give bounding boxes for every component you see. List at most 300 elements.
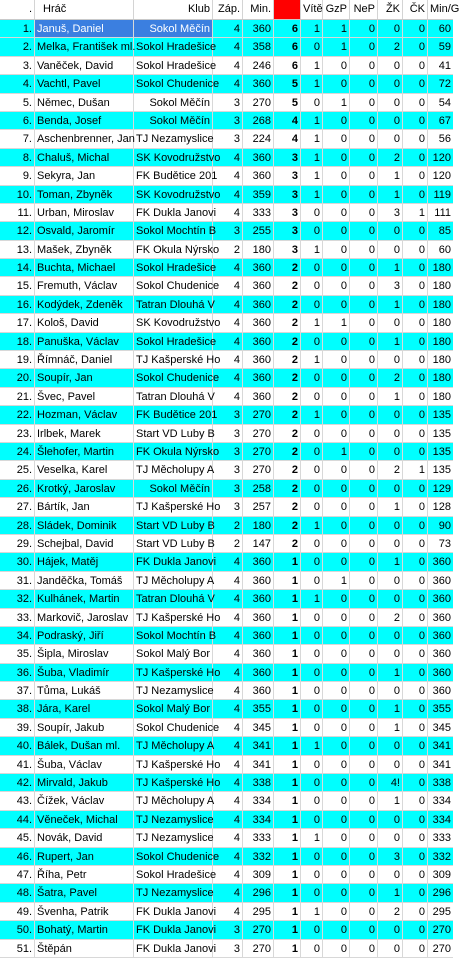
- cell-number: 12.: [0, 222, 35, 240]
- cell-club: Sokol Mochtín B: [134, 627, 213, 645]
- cell-red-cards: 0: [403, 590, 428, 608]
- cell-red-cards: 0: [403, 609, 428, 627]
- table-row[interactable]: [0, 369, 453, 387]
- cell-nep: 0: [350, 333, 378, 351]
- cell-goals: 1: [274, 829, 301, 847]
- cell-player: Římnáč, Daniel: [35, 351, 134, 369]
- table-row[interactable]: [0, 774, 453, 792]
- cell-matches: 4: [213, 167, 243, 185]
- cell-matches: 3: [213, 921, 243, 939]
- table-row[interactable]: [0, 903, 453, 921]
- table-row[interactable]: [0, 829, 453, 847]
- table-row[interactable]: [0, 535, 453, 553]
- cell-matches: 4: [213, 756, 243, 774]
- table-row[interactable]: [0, 480, 453, 498]
- cell-yellow-cards: 2: [378, 38, 403, 56]
- cell-min-per-goal: 355: [428, 700, 453, 718]
- cell-matches: 4: [213, 314, 243, 332]
- cell-red-cards: 0: [403, 517, 428, 535]
- table-row[interactable]: [0, 461, 453, 479]
- cell-club: FK Budětice 201: [134, 406, 213, 424]
- cell-number: 15.: [0, 277, 35, 295]
- cell-minutes: 270: [243, 94, 274, 112]
- cell-number: 38.: [0, 700, 35, 718]
- table-row[interactable]: [0, 75, 453, 93]
- cell-number: 48.: [0, 884, 35, 902]
- cell-goals: 1: [274, 572, 301, 590]
- cell-goals: 2: [274, 406, 301, 424]
- cell-minutes: 270: [243, 921, 274, 939]
- cell-minutes: 255: [243, 222, 274, 240]
- table-row[interactable]: [0, 682, 453, 700]
- table-row[interactable]: [0, 609, 453, 627]
- col-header-nep[interactable]: NeP: [350, 0, 378, 19]
- cell-player: Janděčka, Tomáš: [35, 572, 134, 590]
- cell-minutes: 257: [243, 498, 274, 516]
- cell-player: Soupír, Jan: [35, 369, 134, 387]
- cell-nep: 0: [350, 388, 378, 406]
- cell-winning-goals: 0: [301, 204, 323, 222]
- cell-red-cards: 0: [403, 498, 428, 516]
- cell-min-per-goal: 135: [428, 443, 453, 461]
- cell-nep: 0: [350, 94, 378, 112]
- cell-gzp: 0: [323, 259, 350, 277]
- cell-club: Start VD Luby B: [134, 535, 213, 553]
- cell-club: Sokol Měčín: [134, 20, 213, 38]
- cell-winning-goals: 1: [301, 149, 323, 167]
- table-row[interactable]: [0, 921, 453, 939]
- cell-winning-goals: 0: [301, 369, 323, 387]
- cell-minutes: 180: [243, 241, 274, 259]
- table-row[interactable]: [0, 443, 453, 461]
- cell-club: TJ Nezamyslice: [134, 130, 213, 148]
- cell-minutes: 360: [243, 277, 274, 295]
- cell-winning-goals: 0: [301, 719, 323, 737]
- table-row[interactable]: [0, 388, 453, 406]
- cell-gzp: 0: [323, 241, 350, 259]
- cell-red-cards: 0: [403, 829, 428, 847]
- cell-number: 24.: [0, 443, 35, 461]
- cell-club: TJ Měcholupy A: [134, 737, 213, 755]
- cell-club: Sokol Chudenice: [134, 277, 213, 295]
- cell-player: Bálek, Dušan ml.: [35, 737, 134, 755]
- table-row[interactable]: [0, 259, 453, 277]
- cell-red-cards: 1: [403, 461, 428, 479]
- cell-matches: 3: [213, 406, 243, 424]
- cell-player: Švec, Pavel: [35, 388, 134, 406]
- cell-min-per-goal: 180: [428, 369, 453, 387]
- cell-matches: 4: [213, 792, 243, 810]
- cell-minutes: 360: [243, 20, 274, 38]
- cell-yellow-cards: 2: [378, 149, 403, 167]
- cell-winning-goals: 0: [301, 443, 323, 461]
- cell-gzp: 0: [323, 829, 350, 847]
- cell-min-per-goal: 73: [428, 535, 453, 553]
- table-row[interactable]: [0, 866, 453, 884]
- cell-winning-goals: 0: [301, 664, 323, 682]
- cell-club: TJ Měcholupy A: [134, 572, 213, 590]
- cell-player: Urban, Miroslav: [35, 204, 134, 222]
- cell-gzp: 0: [323, 664, 350, 682]
- cell-red-cards: 0: [403, 388, 428, 406]
- cell-matches: 4: [213, 590, 243, 608]
- cell-goals: 2: [274, 480, 301, 498]
- table-row[interactable]: [0, 406, 453, 424]
- cell-nep: 0: [350, 517, 378, 535]
- cell-number: 30.: [0, 553, 35, 571]
- cell-goals: 1: [274, 664, 301, 682]
- cell-club: TJ Kašperské Ho: [134, 351, 213, 369]
- cell-number: 14.: [0, 259, 35, 277]
- cell-player: Kodýdek, Zdeněk: [35, 296, 134, 314]
- cell-goals: 2: [274, 388, 301, 406]
- cell-gzp: 0: [323, 609, 350, 627]
- cell-gzp: 0: [323, 498, 350, 516]
- cell-club: Sokol Hradešice: [134, 38, 213, 56]
- cell-minutes: 360: [243, 664, 274, 682]
- cell-minutes: 296: [243, 884, 274, 902]
- cell-player: Bártík, Jan: [35, 498, 134, 516]
- table-row[interactable]: [0, 94, 453, 112]
- cell-winning-goals: 1: [301, 241, 323, 259]
- cell-winning-goals: 0: [301, 94, 323, 112]
- cell-matches: 4: [213, 848, 243, 866]
- cell-gzp: 1: [323, 314, 350, 332]
- table-row[interactable]: [0, 627, 453, 645]
- cell-min-per-goal: 270: [428, 940, 453, 958]
- cell-red-cards: 0: [403, 222, 428, 240]
- col-header-player[interactable]: Hráč: [35, 0, 134, 19]
- cell-red-cards: 0: [403, 866, 428, 884]
- cell-number: 22.: [0, 406, 35, 424]
- table-row[interactable]: [0, 333, 453, 351]
- cell-min-per-goal: 341: [428, 756, 453, 774]
- cell-club: TJ Kašperské Ho: [134, 498, 213, 516]
- cell-nep: 0: [350, 314, 378, 332]
- cell-winning-goals: 0: [301, 940, 323, 958]
- cell-player: Věneček, Michal: [35, 811, 134, 829]
- cell-player: Veselka, Karel: [35, 461, 134, 479]
- cell-matches: 2: [213, 241, 243, 259]
- cell-nep: 0: [350, 940, 378, 958]
- cell-minutes: 268: [243, 112, 274, 130]
- cell-yellow-cards: 0: [378, 737, 403, 755]
- cell-min-per-goal: 120: [428, 167, 453, 185]
- cell-gzp: 0: [323, 700, 350, 718]
- table-row[interactable]: [0, 296, 453, 314]
- cell-nep: 0: [350, 149, 378, 167]
- cell-yellow-cards: 3: [378, 848, 403, 866]
- cell-goals: 1: [274, 553, 301, 571]
- cell-nep: 0: [350, 590, 378, 608]
- cell-matches: 4: [213, 38, 243, 56]
- cell-club: Tatran Dlouhá V: [134, 388, 213, 406]
- cell-matches: 4: [213, 259, 243, 277]
- cell-club: Sokol Malý Bor: [134, 700, 213, 718]
- cell-number: 50.: [0, 921, 35, 939]
- cell-nep: 0: [350, 498, 378, 516]
- cell-winning-goals: 1: [301, 406, 323, 424]
- cell-min-per-goal: 180: [428, 259, 453, 277]
- table-row[interactable]: [0, 553, 453, 571]
- col-header-matches[interactable]: Záp.: [213, 0, 243, 19]
- table-row[interactable]: [0, 590, 453, 608]
- table-row[interactable]: [0, 149, 453, 167]
- cell-matches: 4: [213, 609, 243, 627]
- cell-nep: 0: [350, 756, 378, 774]
- cell-yellow-cards: 0: [378, 811, 403, 829]
- cell-red-cards: 0: [403, 719, 428, 737]
- cell-yellow-cards: 0: [378, 480, 403, 498]
- cell-winning-goals: 0: [301, 792, 323, 810]
- cell-min-per-goal: 120: [428, 149, 453, 167]
- cell-player: Schejbal, David: [35, 535, 134, 553]
- col-header-minutes[interactable]: Min.: [243, 0, 274, 19]
- cell-matches: 3: [213, 112, 243, 130]
- table-row[interactable]: [0, 38, 453, 56]
- cell-min-per-goal: 360: [428, 609, 453, 627]
- cell-number: 7.: [0, 130, 35, 148]
- cell-club: FK Okula Nýrsko: [134, 443, 213, 461]
- cell-winning-goals: 0: [301, 811, 323, 829]
- cell-red-cards: 0: [403, 921, 428, 939]
- cell-winning-goals: 1: [301, 20, 323, 38]
- cell-number: 42.: [0, 774, 35, 792]
- cell-red-cards: 0: [403, 112, 428, 130]
- cell-club: TJ Kašperské Ho: [134, 774, 213, 792]
- table-row[interactable]: [0, 241, 453, 259]
- cell-player: Vaněček, David: [35, 57, 134, 75]
- cell-matches: 4: [213, 186, 243, 204]
- cell-gzp: 0: [323, 149, 350, 167]
- cell-nep: 0: [350, 241, 378, 259]
- table-row[interactable]: [0, 130, 453, 148]
- cell-minutes: 332: [243, 848, 274, 866]
- col-header-gzp[interactable]: GzP: [323, 0, 350, 19]
- cell-winning-goals: 0: [301, 38, 323, 56]
- cell-red-cards: 0: [403, 351, 428, 369]
- cell-yellow-cards: 1: [378, 186, 403, 204]
- cell-yellow-cards: 2: [378, 369, 403, 387]
- cell-min-per-goal: 309: [428, 866, 453, 884]
- cell-yellow-cards: 0: [378, 921, 403, 939]
- table-row[interactable]: [0, 204, 453, 222]
- table-row[interactable]: [0, 811, 453, 829]
- table-row[interactable]: [0, 884, 453, 902]
- cell-yellow-cards: 1: [378, 884, 403, 902]
- cell-yellow-cards: 2: [378, 903, 403, 921]
- cell-player: Švenha, Patrik: [35, 903, 134, 921]
- cell-club: Sokol Měčín: [134, 480, 213, 498]
- cell-minutes: 341: [243, 737, 274, 755]
- cell-matches: 4: [213, 811, 243, 829]
- col-header-number[interactable]: .: [0, 0, 35, 19]
- cell-player: Tůma, Lukáš: [35, 682, 134, 700]
- table-row[interactable]: [0, 792, 453, 810]
- cell-winning-goals: 0: [301, 848, 323, 866]
- cell-gzp: 0: [323, 737, 350, 755]
- cell-player: Říha, Petr: [35, 866, 134, 884]
- table-row[interactable]: [0, 277, 453, 295]
- cell-number: 40.: [0, 737, 35, 755]
- cell-minutes: 270: [243, 425, 274, 443]
- table-row[interactable]: [0, 112, 453, 130]
- col-header-club[interactable]: Klub: [134, 0, 213, 19]
- cell-red-cards: 0: [403, 774, 428, 792]
- cell-goals: 1: [274, 590, 301, 608]
- cell-club: Tatran Dlouhá V: [134, 296, 213, 314]
- cell-number: 3.: [0, 57, 35, 75]
- cell-red-cards: 0: [403, 664, 428, 682]
- cell-winning-goals: 1: [301, 186, 323, 204]
- cell-matches: 4: [213, 700, 243, 718]
- cell-min-per-goal: 332: [428, 848, 453, 866]
- table-row[interactable]: [0, 572, 453, 590]
- cell-number: 26.: [0, 480, 35, 498]
- cell-gzp: 0: [323, 480, 350, 498]
- cell-gzp: 0: [323, 682, 350, 700]
- cell-club: TJ Měcholupy A: [134, 461, 213, 479]
- col-header-red-cards[interactable]: ČK: [403, 0, 428, 19]
- cell-minutes: 360: [243, 149, 274, 167]
- cell-min-per-goal: 360: [428, 664, 453, 682]
- cell-red-cards: 0: [403, 792, 428, 810]
- cell-number: 23.: [0, 425, 35, 443]
- cell-goals: 2: [274, 461, 301, 479]
- table-row[interactable]: [0, 940, 453, 958]
- cell-minutes: 360: [243, 167, 274, 185]
- cell-club: FK Dukla Janovi: [134, 553, 213, 571]
- cell-number: 51.: [0, 940, 35, 958]
- cell-winning-goals: 0: [301, 535, 323, 553]
- cell-goals: 4: [274, 130, 301, 148]
- cell-yellow-cards: 0: [378, 517, 403, 535]
- cell-winning-goals: 0: [301, 461, 323, 479]
- cell-nep: 0: [350, 75, 378, 93]
- table-row[interactable]: [0, 222, 453, 240]
- table-row[interactable]: [0, 425, 453, 443]
- table-row[interactable]: [0, 186, 453, 204]
- col-header-min-per-goal[interactable]: Min/G: [430, 3, 459, 15]
- cell-min-per-goal: 360: [428, 590, 453, 608]
- cell-number: 45.: [0, 829, 35, 847]
- cell-min-per-goal: 129: [428, 480, 453, 498]
- cell-gzp: 1: [323, 443, 350, 461]
- table-row[interactable]: [0, 57, 453, 75]
- cell-minutes: 180: [243, 517, 274, 535]
- cell-goals: 2: [274, 259, 301, 277]
- cell-minutes: 360: [243, 609, 274, 627]
- table-row[interactable]: [0, 848, 453, 866]
- cell-nep: 0: [350, 572, 378, 590]
- cell-club: Sokol Měčín: [134, 94, 213, 112]
- cell-number: 34.: [0, 627, 35, 645]
- table-row[interactable]: [0, 664, 453, 682]
- cell-club: TJ Měcholupy A: [134, 792, 213, 810]
- cell-minutes: 360: [243, 388, 274, 406]
- cell-goals: 4: [274, 112, 301, 130]
- cell-player: Novák, David: [35, 829, 134, 847]
- cell-yellow-cards: 0: [378, 645, 403, 663]
- cell-min-per-goal: 59: [428, 38, 453, 56]
- table-row[interactable]: [0, 167, 453, 185]
- cell-minutes: 360: [243, 572, 274, 590]
- table-row[interactable]: [0, 351, 453, 369]
- cell-red-cards: 0: [403, 130, 428, 148]
- cell-minutes: 338: [243, 774, 274, 792]
- cell-red-cards: 0: [403, 75, 428, 93]
- cell-minutes: 258: [243, 480, 274, 498]
- cell-matches: 4: [213, 682, 243, 700]
- cell-player: Šatra, Pavel: [35, 884, 134, 902]
- table-row[interactable]: [0, 645, 453, 663]
- cell-matches: 4: [213, 149, 243, 167]
- cell-club: Sokol Měčín: [134, 112, 213, 130]
- cell-yellow-cards: 0: [378, 756, 403, 774]
- cell-min-per-goal: 180: [428, 314, 453, 332]
- cell-red-cards: 0: [403, 737, 428, 755]
- cell-number: 33.: [0, 609, 35, 627]
- table-row[interactable]: [0, 517, 453, 535]
- cell-number: 31.: [0, 572, 35, 590]
- cell-number: 47.: [0, 866, 35, 884]
- table-row[interactable]: [0, 719, 453, 737]
- cell-gzp: 0: [323, 333, 350, 351]
- table-row[interactable]: [0, 20, 453, 38]
- cell-club: TJ Kašperské Ho: [134, 664, 213, 682]
- cell-min-per-goal: 85: [428, 222, 453, 240]
- cell-club: Sokol Hradešice: [134, 333, 213, 351]
- table-row[interactable]: [0, 314, 453, 332]
- cell-matches: 4: [213, 75, 243, 93]
- col-header-yellow-cards[interactable]: ŽK: [378, 0, 403, 19]
- cell-goals: 2: [274, 443, 301, 461]
- cell-yellow-cards: 0: [378, 682, 403, 700]
- cell-red-cards: 0: [403, 645, 428, 663]
- table-row[interactable]: [0, 737, 453, 755]
- cell-yellow-cards: 1: [378, 719, 403, 737]
- cell-min-per-goal: 135: [428, 406, 453, 424]
- table-row[interactable]: [0, 700, 453, 718]
- table-row[interactable]: [0, 498, 453, 516]
- col-header-winning-goals[interactable]: Vítě: [301, 0, 323, 19]
- cell-min-per-goal: 180: [428, 333, 453, 351]
- cell-yellow-cards: 0: [378, 222, 403, 240]
- cell-number: 37.: [0, 682, 35, 700]
- cell-minutes: 147: [243, 535, 274, 553]
- cell-club: FK Dukla Janovi: [134, 940, 213, 958]
- col-header-goals[interactable]: [274, 0, 301, 19]
- cell-gzp: 1: [323, 38, 350, 56]
- cell-gzp: 0: [323, 388, 350, 406]
- cell-number: 17.: [0, 314, 35, 332]
- cell-number: 41.: [0, 756, 35, 774]
- cell-player: Irlbek, Marek: [35, 425, 134, 443]
- cell-minutes: 360: [243, 333, 274, 351]
- cell-min-per-goal: 334: [428, 811, 453, 829]
- cell-minutes: 360: [243, 259, 274, 277]
- cell-gzp: 0: [323, 811, 350, 829]
- table-row[interactable]: [0, 756, 453, 774]
- cell-winning-goals: 0: [301, 553, 323, 571]
- cell-winning-goals: 0: [301, 866, 323, 884]
- cell-nep: 0: [350, 609, 378, 627]
- cell-number: 21.: [0, 388, 35, 406]
- cell-minutes: 359: [243, 186, 274, 204]
- cell-matches: 4: [213, 774, 243, 792]
- cell-winning-goals: 1: [301, 75, 323, 93]
- cell-matches: 3: [213, 480, 243, 498]
